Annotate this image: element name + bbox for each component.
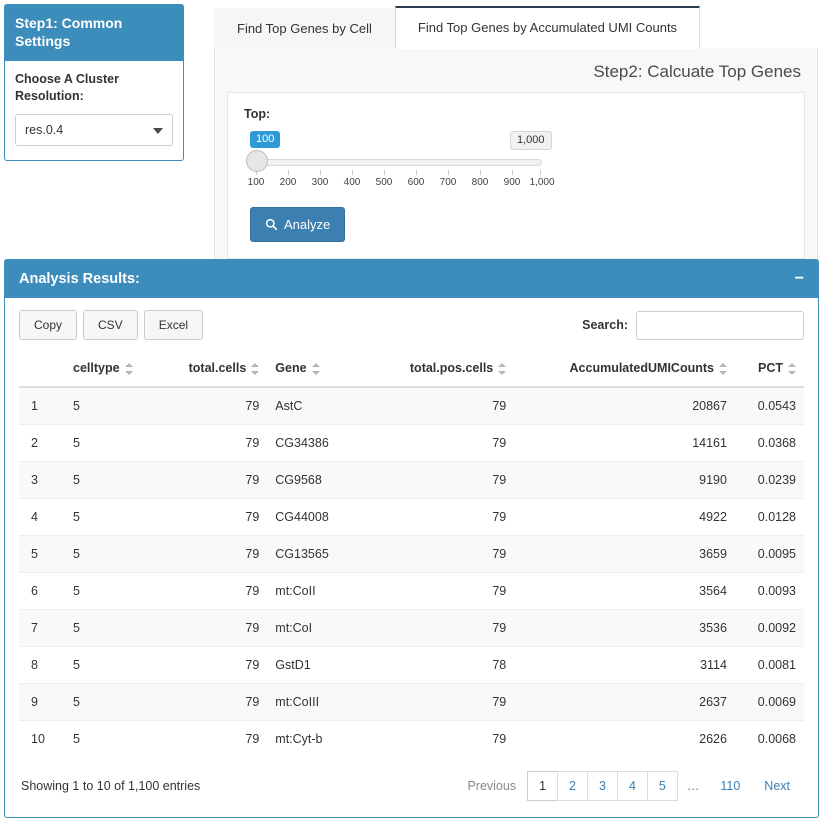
cell-total-pos-cells: 79 — [371, 387, 514, 425]
cell-celltype: 5 — [65, 721, 157, 758]
slider-tick-label: 300 — [311, 177, 329, 188]
sort-icon — [125, 363, 133, 375]
table-row[interactable] — [19, 573, 804, 610]
cluster-resolution-select[interactable] — [15, 114, 173, 146]
cell-celltype: 5 — [65, 462, 157, 499]
cell-total-cells: 79 — [157, 647, 267, 684]
table-row[interactable] — [19, 499, 804, 536]
cell-total-pos-cells: 79 — [371, 425, 514, 462]
analyze-button[interactable] — [250, 207, 345, 242]
sort-icon — [498, 363, 506, 375]
cell-total-pos-cells: 79 — [371, 684, 514, 721]
cell-index: 6 — [19, 573, 65, 610]
slider-tick-label: 500 — [375, 177, 393, 188]
search-label: Search: — [582, 318, 628, 332]
cell-umi-counts: 2637 — [514, 684, 735, 721]
sort-icon — [251, 363, 259, 375]
table-row[interactable] — [19, 647, 804, 684]
cluster-resolution-value: res.0.4 — [25, 123, 64, 137]
cell-total-cells: 79 — [157, 610, 267, 647]
slider-tick-label: 400 — [343, 177, 361, 188]
step2-panel — [214, 5, 818, 279]
slider-track[interactable] — [250, 159, 542, 166]
cell-pct: 0.0239 — [735, 462, 804, 499]
results-table-body — [19, 387, 804, 757]
pagination-page-4[interactable]: 4 — [617, 771, 648, 801]
cell-index: 2 — [19, 425, 65, 462]
cell-total-cells: 79 — [157, 462, 267, 499]
cell-gene: mt:Cyt-b — [267, 721, 371, 758]
top-genes-slider[interactable] — [247, 131, 555, 201]
cell-gene: CG9568 — [267, 462, 371, 499]
table-toolbar — [19, 310, 804, 340]
cell-total-pos-cells: 79 — [371, 721, 514, 758]
pagination-page-1[interactable]: 1 — [527, 771, 558, 801]
top-label: Top: — [244, 107, 271, 121]
slider-tick-label: 900 — [503, 177, 521, 188]
step2-title: Step2: Calcuate Top Genes — [593, 62, 801, 81]
cell-index: 5 — [19, 536, 65, 573]
pagination-next[interactable]: Next — [764, 779, 790, 793]
pagination-previous[interactable]: Previous — [467, 779, 517, 793]
cell-celltype: 5 — [65, 499, 157, 536]
slider-tick-label: 800 — [471, 177, 489, 188]
cell-pct: 0.0368 — [735, 425, 804, 462]
cell-gene: GstD1 — [267, 647, 371, 684]
results-table-head — [19, 352, 804, 387]
cell-total-cells: 79 — [157, 573, 267, 610]
cell-index: 7 — [19, 610, 65, 647]
slider-tick-label: 1,000 — [529, 177, 555, 188]
slider-handle[interactable] — [246, 150, 268, 172]
pagination — [455, 771, 802, 801]
step2-body — [214, 48, 818, 278]
column-accumulated-umi-counts[interactable]: AccumulatedUMICounts — [514, 352, 735, 387]
cell-total-pos-cells: 79 — [371, 573, 514, 610]
csv-button[interactable]: CSV — [83, 310, 138, 340]
export-button-group — [19, 310, 203, 340]
pagination-page-2[interactable]: 2 — [557, 771, 588, 801]
table-row[interactable] — [19, 387, 804, 425]
cell-umi-counts: 2626 — [514, 721, 735, 758]
cell-umi-counts: 20867 — [514, 387, 735, 425]
cell-total-pos-cells: 78 — [371, 647, 514, 684]
cell-total-pos-cells: 79 — [371, 499, 514, 536]
minus-icon[interactable]: − — [794, 270, 804, 287]
cell-index: 10 — [19, 721, 65, 758]
cell-celltype: 5 — [65, 684, 157, 721]
table-row[interactable] — [19, 610, 804, 647]
cell-umi-counts: 9190 — [514, 462, 735, 499]
cell-pct: 0.0092 — [735, 610, 804, 647]
analysis-results-header — [5, 260, 818, 298]
analysis-results-body — [5, 298, 818, 817]
cell-total-pos-cells: 79 — [371, 462, 514, 499]
pagination-ellipsis: … — [686, 779, 700, 793]
cell-pct: 0.0068 — [735, 721, 804, 758]
cell-pct: 0.0093 — [735, 573, 804, 610]
slider-value-bubble: 100 — [250, 131, 280, 148]
cell-celltype: 5 — [65, 610, 157, 647]
cell-index: 4 — [19, 499, 65, 536]
slider-tick-label: 700 — [439, 177, 457, 188]
cluster-resolution-label: Choose A Cluster Resolution: — [15, 72, 119, 103]
cell-total-pos-cells: 79 — [371, 536, 514, 573]
cell-celltype: 5 — [65, 536, 157, 573]
cell-celltype: 5 — [65, 647, 157, 684]
analysis-results-panel — [4, 259, 819, 818]
cell-index: 1 — [19, 387, 65, 425]
table-row[interactable] — [19, 462, 804, 499]
cell-pct: 0.0069 — [735, 684, 804, 721]
sort-icon — [312, 363, 320, 375]
table-row[interactable] — [19, 536, 804, 573]
copy-button[interactable]: Copy — [19, 310, 77, 340]
slider-tick-label: 200 — [279, 177, 297, 188]
tab-bar — [214, 5, 818, 49]
step2-card — [227, 92, 805, 259]
table-footer — [19, 771, 804, 807]
cell-pct: 0.0081 — [735, 647, 804, 684]
cell-total-cells: 79 — [157, 684, 267, 721]
cell-pct: 0.0095 — [735, 536, 804, 573]
cell-pct: 0.0543 — [735, 387, 804, 425]
cell-celltype: 5 — [65, 387, 157, 425]
cell-umi-counts: 14161 — [514, 425, 735, 462]
cell-celltype: 5 — [65, 573, 157, 610]
cell-total-cells: 79 — [157, 499, 267, 536]
cell-gene: CG34386 — [267, 425, 371, 462]
cell-celltype: 5 — [65, 425, 157, 462]
table-header-row — [19, 352, 804, 387]
slider-tick-label: 100 — [247, 177, 265, 188]
cell-index: 3 — [19, 462, 65, 499]
tab-find-top-genes-by-umi[interactable]: Find Top Genes by Accumulated UMI Counts — [395, 6, 700, 49]
cell-gene: AstC — [267, 387, 371, 425]
cell-total-cells: 79 — [157, 536, 267, 573]
column-pct[interactable]: PCT — [735, 352, 804, 387]
column-gene[interactable]: Gene — [267, 352, 371, 387]
tab-find-top-genes-by-cell[interactable]: Find Top Genes by Cell — [214, 8, 395, 49]
step1-panel — [4, 4, 184, 161]
step1-body — [5, 61, 183, 160]
cell-index: 9 — [19, 684, 65, 721]
sort-icon — [719, 363, 727, 375]
pagination-page-5[interactable]: 5 — [647, 771, 678, 801]
cell-total-cells: 79 — [157, 387, 267, 425]
cell-pct: 0.0128 — [735, 499, 804, 536]
cell-umi-counts: 3564 — [514, 573, 735, 610]
cell-gene: CG44008 — [267, 499, 371, 536]
column-total-pos-cells[interactable]: total.pos.cells — [371, 352, 514, 387]
showing-entries-text: Showing 1 to 10 of 1,100 entries — [21, 779, 201, 793]
sort-icon — [788, 363, 796, 375]
column-celltype[interactable]: celltype — [65, 352, 157, 387]
cell-total-pos-cells: 79 — [371, 610, 514, 647]
search-input[interactable] — [636, 311, 804, 340]
column-total-cells[interactable]: total.cells — [157, 352, 267, 387]
analyze-button-label: Analyze — [284, 217, 331, 232]
table-row[interactable] — [19, 684, 804, 721]
step1-header: Step1: Common Settings — [5, 5, 183, 61]
cell-gene: mt:CoIII — [267, 684, 371, 721]
cell-umi-counts: 4922 — [514, 499, 735, 536]
table-row[interactable] — [19, 425, 804, 462]
excel-button[interactable]: Excel — [144, 310, 203, 340]
slider-tick-label: 600 — [407, 177, 425, 188]
cell-total-cells: 79 — [157, 425, 267, 462]
cell-umi-counts: 3114 — [514, 647, 735, 684]
cell-umi-counts: 3659 — [514, 536, 735, 573]
cell-gene: CG13565 — [267, 536, 371, 573]
pagination-page-3[interactable]: 3 — [587, 771, 618, 801]
results-table — [19, 352, 804, 757]
table-row[interactable] — [19, 721, 804, 758]
search-icon — [265, 218, 278, 231]
slider-max-bubble: 1,000 — [510, 131, 552, 150]
pagination-page-last[interactable]: 110 — [720, 779, 741, 793]
cell-gene: mt:CoII — [267, 573, 371, 610]
chevron-down-icon — [153, 128, 163, 134]
column-index — [19, 352, 65, 387]
cell-index: 8 — [19, 647, 65, 684]
cell-umi-counts: 3536 — [514, 610, 735, 647]
cell-gene: mt:CoI — [267, 610, 371, 647]
slider-ticks — [250, 170, 542, 176]
search-area — [582, 311, 804, 340]
analysis-results-title: Analysis Results: — [19, 271, 140, 287]
cell-total-cells: 79 — [157, 721, 267, 758]
